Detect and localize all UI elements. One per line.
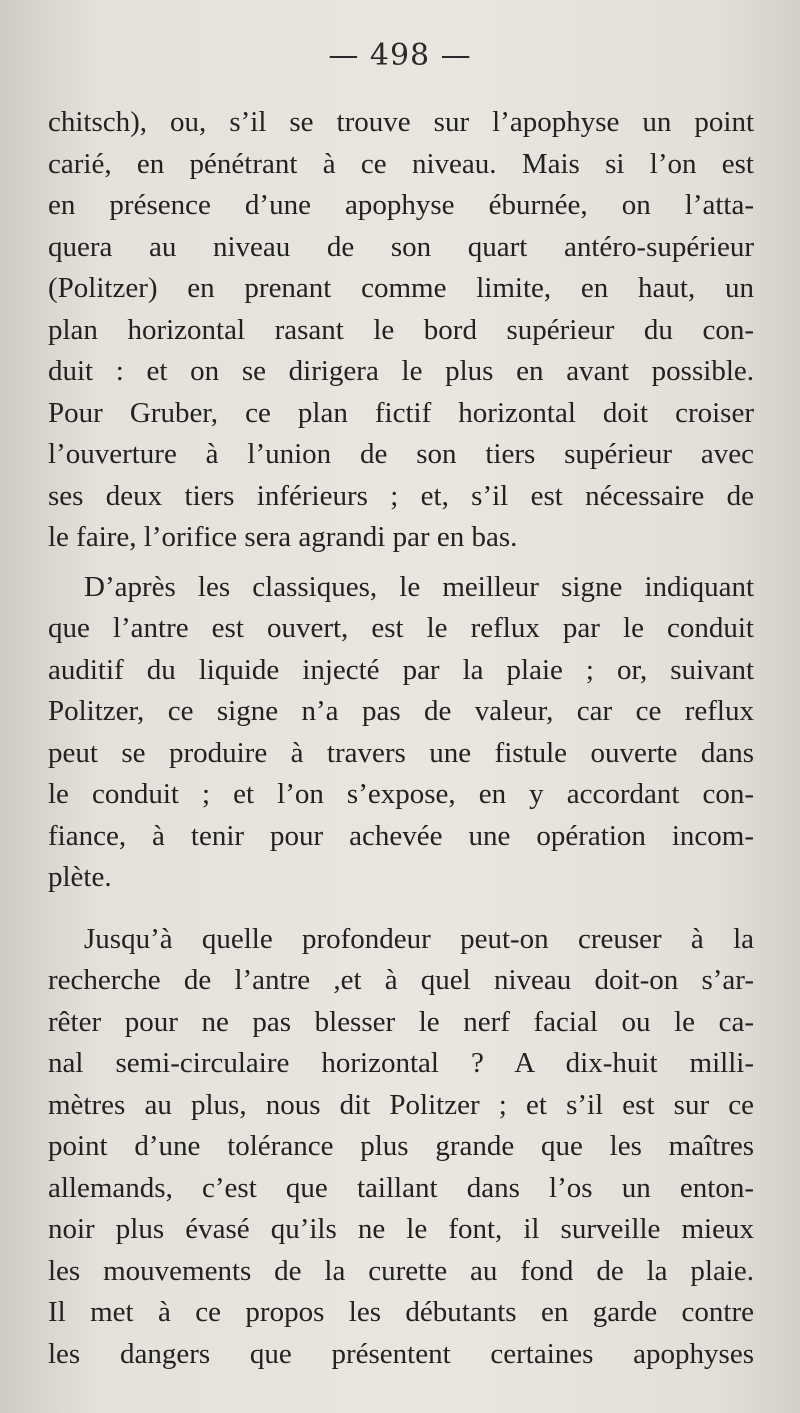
text-line: que l’antre est ouvert, est le reflux par le conduit [48,612,754,644]
text-line: plète. [48,861,112,893]
text-line: le conduit ; et l’on s’expose, en y accordant con- [48,778,754,810]
text-line: carié, en pénétrant à ce niveau. Mais si l’on est [48,147,754,180]
text-line: le faire, l’orifice sera agrandi par en bas. [48,521,518,553]
text-line: allemands, c’est que taillant dans l’os un enton- [48,1171,754,1204]
text-line: ses deux tiers inférieurs ; et, s’il est nécessaire de [48,479,754,512]
text-line: mètres au plus, nous dit Politzer ; et s’il est sur ce [48,1088,754,1121]
text-line: recherche de l’antre ,et à quel niveau doit-on s’ar- [48,964,754,996]
text-line: peut se produire à travers une fistule ouverte dans [48,736,754,769]
text-line: Politzer, ce signe n’a pas de valeur, car ce reflux [48,695,754,727]
text-line: Jusqu’à quelle profondeur peut-on creuser à la [84,922,754,955]
paragraph-2 [48,567,754,899]
paragraph-gap [48,559,754,567]
text-line: Il met à ce propos les débutants en garde contre [48,1296,754,1328]
text-line: point d’une tolérance plus grande que les maîtres [48,1130,754,1162]
text-line: les mouvements de la curette au fond de la plaie. [48,1254,754,1287]
text-line: fiance, à tenir pour achevée une opération incom- [48,819,754,852]
text-line: rêter pour ne pas blesser le nerf facial ou le ca- [48,1005,754,1038]
text-line: (Politzer) en prenant comme limite, en haut, un [48,272,754,304]
page-number: — 498 — [328,38,472,73]
body-text [48,102,754,1375]
text-line: noir plus évasé qu’ils ne le font, il surveille mieux [48,1213,754,1245]
text-line: Pour Gruber, ce plan fictif horizontal doit croiser [48,396,754,429]
text-line: l’ouverture à l’union de son tiers supérieur avec [48,438,754,470]
text-line: chitsch), ou, s’il se trouve sur l’apophyse un point [48,106,754,138]
text-line: D’après les classiques, le meilleur signe indiquant [84,570,754,603]
text-line: en présence d’une apophyse éburnée, on l’atta- [48,189,754,221]
paragraph-gap [48,899,754,919]
paragraph-3 [48,919,754,1376]
text-line: quera au niveau de son quart antéro-supérieur [48,230,754,263]
text-line: nal semi-circulaire horizontal ? A dix-huit milli- [48,1047,754,1079]
paragraph-1 [48,102,754,559]
text-line: les dangers que présentent certaines apophyses [48,1337,754,1370]
text-line: plan horizontal rasant le bord supérieur du con- [48,313,754,346]
text-line: duit : et on se dirigera le plus en avant possible. [48,355,754,387]
text-line: auditif du liquide injecté par la plaie ; or, suivant [48,653,754,686]
